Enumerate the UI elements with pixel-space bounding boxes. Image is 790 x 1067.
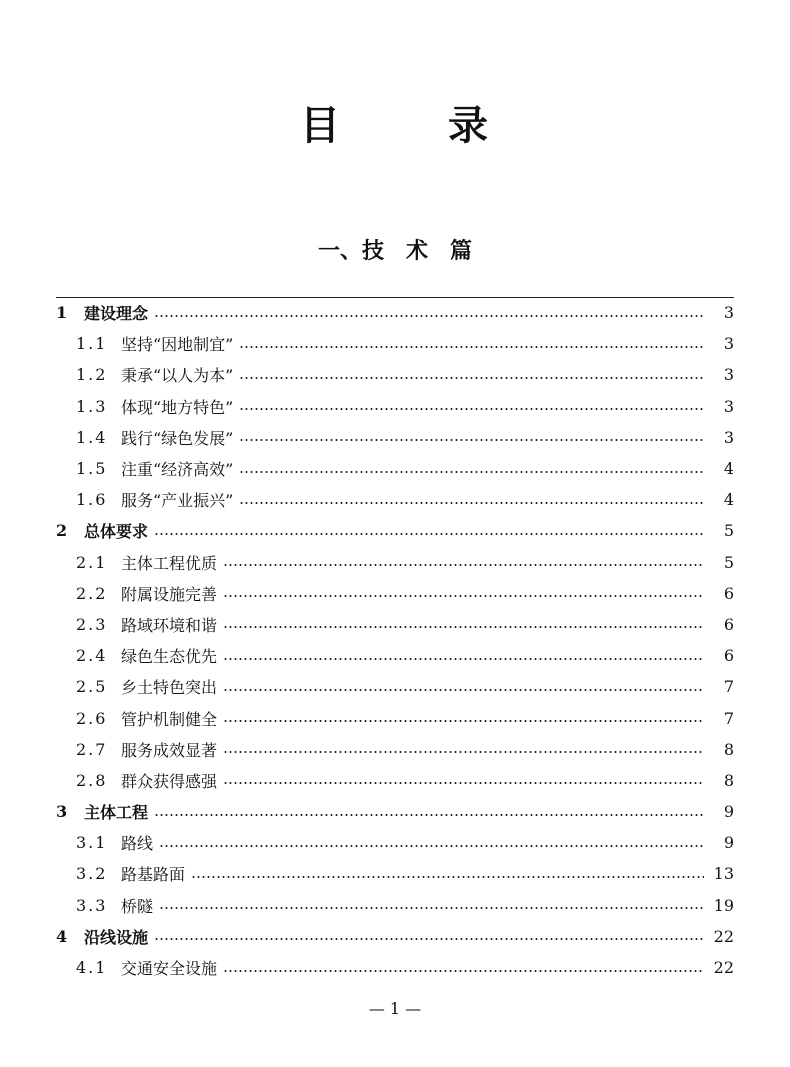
toc-entry-number: 1 — [56, 303, 68, 323]
toc-entry-number: 3.1 — [76, 833, 108, 853]
toc-section-entry[interactable] — [0, 952, 790, 983]
toc-entry-number: 3.3 — [76, 895, 108, 915]
toc-dot-leader — [239, 336, 704, 352]
page-title: 目 录 — [300, 102, 490, 149]
toc-chapter-entry[interactable] — [0, 515, 790, 546]
toc-entry-label: 交通安全设施 — [121, 959, 218, 979]
toc-dot-leader — [154, 804, 704, 820]
toc-section-entry[interactable] — [0, 578, 790, 609]
toc-entry-number: 2.4 — [76, 646, 108, 666]
toc-dot-leader — [223, 741, 704, 757]
toc-section-entry[interactable] — [0, 702, 790, 733]
toc-dot-leader — [223, 710, 704, 726]
toc-entry-page: 9 — [723, 833, 734, 853]
toc-entry-page: 6 — [723, 614, 734, 634]
toc-section-entry[interactable] — [0, 453, 790, 484]
page-number-footer: — 1 — — [368, 999, 422, 1018]
toc-entry-label: 坚持“因地制宜” — [121, 335, 234, 355]
toc-entry-page: 3 — [723, 365, 734, 385]
toc-entry-number: 4 — [56, 926, 68, 946]
toc-chapter-entry[interactable] — [0, 297, 790, 328]
toc-entry-number: 2.5 — [76, 677, 108, 697]
toc-entry-label: 秉承“以人为本” — [121, 366, 234, 386]
toc-entry-page: 4 — [723, 459, 734, 479]
toc-entry-page: 6 — [723, 583, 734, 603]
toc-entry-number: 1.5 — [76, 459, 108, 479]
toc-entry-label: 主体工程优质 — [121, 553, 218, 573]
toc-dot-leader — [159, 897, 704, 913]
toc-entry-page: 3 — [723, 303, 734, 323]
toc-dot-leader — [223, 772, 704, 788]
toc-dot-leader — [223, 960, 704, 976]
toc-entry-label: 乡土特色突出 — [121, 678, 218, 698]
toc-section-entry[interactable] — [0, 640, 790, 671]
toc-section-entry[interactable] — [0, 890, 790, 921]
toc-section-entry[interactable] — [0, 609, 790, 640]
toc-entry-page: 3 — [723, 396, 734, 416]
toc-entry-label: 管护机制健全 — [121, 709, 218, 729]
toc-dot-leader — [159, 835, 704, 851]
toc-entry-label: 路域环境和谐 — [121, 615, 218, 635]
toc-entry-page: 5 — [723, 552, 734, 572]
toc-entry-label: 路线 — [121, 834, 154, 854]
toc-entry-number: 1.4 — [76, 427, 108, 447]
toc-entry-page: 22 — [713, 958, 734, 978]
toc-section-entry[interactable] — [0, 765, 790, 796]
toc-dot-leader — [239, 429, 704, 445]
toc-entry-page: 19 — [713, 895, 734, 915]
toc-section-entry[interactable] — [0, 734, 790, 765]
toc-entry-page: 8 — [723, 739, 734, 759]
toc-entry-label: 注重“经济高效” — [121, 460, 234, 480]
toc-section-entry[interactable] — [0, 671, 790, 702]
toc-entry-label: 服务成效显著 — [121, 740, 218, 760]
toc-entry-number: 1.6 — [76, 490, 108, 510]
toc-entry-label: 建设理念 — [84, 304, 149, 324]
toc-section-entry[interactable] — [0, 328, 790, 359]
toc-section-entry[interactable] — [0, 547, 790, 578]
section-heading: 一、技 术 篇 — [317, 238, 472, 264]
toc-entry-label: 主体工程 — [84, 803, 149, 823]
toc-entry-number: 2.7 — [76, 739, 108, 759]
toc-dot-leader — [223, 616, 704, 632]
toc-entry-page: 22 — [713, 926, 734, 946]
toc-entry-page: 3 — [723, 427, 734, 447]
toc-entry-label: 服务“产业振兴” — [121, 491, 234, 511]
toc-dot-leader — [239, 492, 704, 508]
toc-entry-number: 4.1 — [76, 958, 108, 978]
toc-entry-number: 1.2 — [76, 365, 108, 385]
toc-entry-label: 总体要求 — [84, 522, 149, 542]
toc-dot-leader — [239, 461, 704, 477]
toc-entry-number: 1.3 — [76, 396, 108, 416]
toc-chapter-entry[interactable] — [0, 796, 790, 827]
toc-section-entry[interactable] — [0, 858, 790, 889]
toc-entry-number: 2 — [56, 521, 68, 541]
toc-entry-number: 2.1 — [76, 552, 108, 572]
toc-entry-number: 1.1 — [76, 334, 108, 354]
toc-dot-leader — [154, 305, 704, 321]
toc-dot-leader — [239, 367, 704, 383]
toc-dot-leader — [223, 679, 704, 695]
toc-entry-number: 3.2 — [76, 864, 108, 884]
toc-chapter-entry[interactable] — [0, 921, 790, 952]
toc-dot-leader — [154, 523, 704, 539]
toc-section-entry[interactable] — [0, 827, 790, 858]
toc-entry-page: 13 — [713, 864, 734, 884]
toc-dot-leader — [191, 866, 704, 882]
toc-entry-page: 7 — [723, 708, 734, 728]
toc-entry-number: 2.2 — [76, 583, 108, 603]
toc-entry-page: 7 — [723, 677, 734, 697]
toc-entry-label: 群众获得感强 — [121, 771, 218, 791]
table-of-contents — [0, 297, 790, 983]
toc-dot-leader — [154, 928, 704, 944]
toc-dot-leader — [239, 398, 704, 414]
toc-entry-page: 6 — [723, 646, 734, 666]
toc-entry-page: 3 — [723, 334, 734, 354]
toc-entry-page: 8 — [723, 770, 734, 790]
toc-section-entry[interactable] — [0, 484, 790, 515]
toc-entry-label: 践行“绿色发展” — [121, 428, 234, 448]
toc-entry-label: 路基路面 — [121, 865, 186, 885]
toc-section-entry[interactable] — [0, 359, 790, 390]
toc-entry-number: 3 — [56, 802, 68, 822]
toc-dot-leader — [223, 585, 704, 601]
toc-entry-label: 附属设施完善 — [121, 584, 218, 604]
toc-section-entry[interactable] — [0, 422, 790, 453]
toc-entry-label: 桥隧 — [121, 896, 154, 916]
toc-dot-leader — [223, 554, 704, 570]
toc-entry-page: 9 — [723, 802, 734, 822]
toc-entry-label: 沿线设施 — [84, 927, 149, 947]
toc-dot-leader — [223, 648, 704, 664]
toc-entry-label: 体现“地方特色” — [121, 397, 234, 417]
toc-section-entry[interactable] — [0, 391, 790, 422]
toc-entry-page: 5 — [723, 521, 734, 541]
toc-entry-page: 4 — [723, 490, 734, 510]
toc-entry-number: 2.3 — [76, 614, 108, 634]
toc-entry-number: 2.8 — [76, 770, 108, 790]
toc-entry-label: 绿色生态优先 — [121, 647, 218, 667]
toc-entry-number: 2.6 — [76, 708, 108, 728]
